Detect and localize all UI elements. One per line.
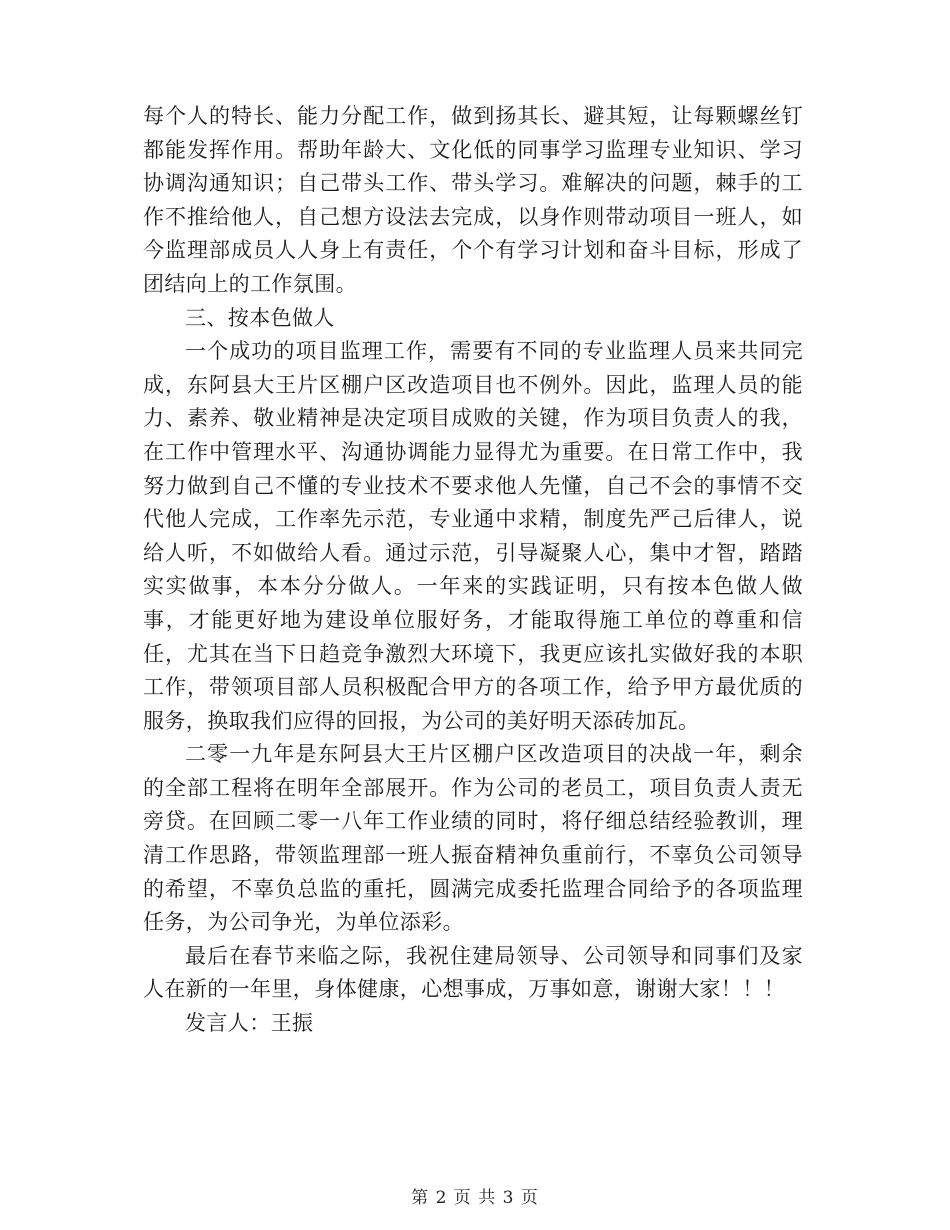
document-body <box>143 100 803 1041</box>
section-heading: 三、按本色做人 <box>185 305 335 330</box>
page-number-label: 第 2 页 共 3 页 <box>411 1188 539 1208</box>
paragraph-next-year: 二零一九年是东阿县大王片区棚户区改造项目的决战一年，剩余的全部工程将在明年全部展开。作为公司的老员工，项目负责人责无旁贷。在回顾二零一八年工作业绩的同时，将仔细总结经验教训，理清工作思路，带领监理部一班人振奋精神负重前行，不辜负公司领导的希望，不辜负总监的重托，圆满完成委托监理合同给予的各项监理任务，为公司争光，为单位添彩。 <box>143 742 803 935</box>
page-footer <box>0 1183 950 1208</box>
paragraph-project-work: 一个成功的项目监理工作，需要有不同的专业监理人员来共同完成，东阿县大王片区棚户区改造项目也不例外。因此，监理人员的能力、素养、敬业精神是决定项目成败的关键，作为项目负责人的我，在工作中管理水平、沟通协调能力显得尤为重要。在日常工作中，我努力做到自己不懂的专业技术不要求他人先懂，自己不会的事情不交代他人完成，工作率先示范，专业通中求精，制度先严己后律人，说给人听，不如做给人看。通过示范，引导凝聚人心，集中才智，踏踏实实做事，本本分分做人。一年来的实践证明，只有按本色做人做事，才能更好地为建设单位服好务，才能取得施工单位的尊重和信任，尤其在当下日趋竞争激烈大环境下，我更应该扎实做好我的本职工作，带领项目部人员积极配合甲方的各项工作，给予甲方最优质的服务，换取我们应得的回报，为公司的美好明天添砖加瓦。 <box>143 339 803 733</box>
speaker-signature: 发言人：王振 <box>185 1011 314 1036</box>
paragraph-closing-wishes: 最后在春节来临之际，我祝住建局领导、公司领导和同事们及家人在新的一年里，身体健康，心想事成，万事如意，谢谢大家！！！ <box>143 943 803 1002</box>
paragraph-continuation: 每个人的特长、能力分配工作，做到扬其长、避其短，让每颗螺丝钉都能发挥作用。帮助年龄大、文化低的同事学习监理专业知识、学习协调沟通知识；自己带头工作、带头学习。难解决的问题，棘手的工作不推给他人，自己想方设法去完成，以身作则带动项目一班人，如今监理部成员人人身上有责任，个个有学习计划和奋斗目标，形成了团结向上的工作氛围。 <box>143 104 803 296</box>
